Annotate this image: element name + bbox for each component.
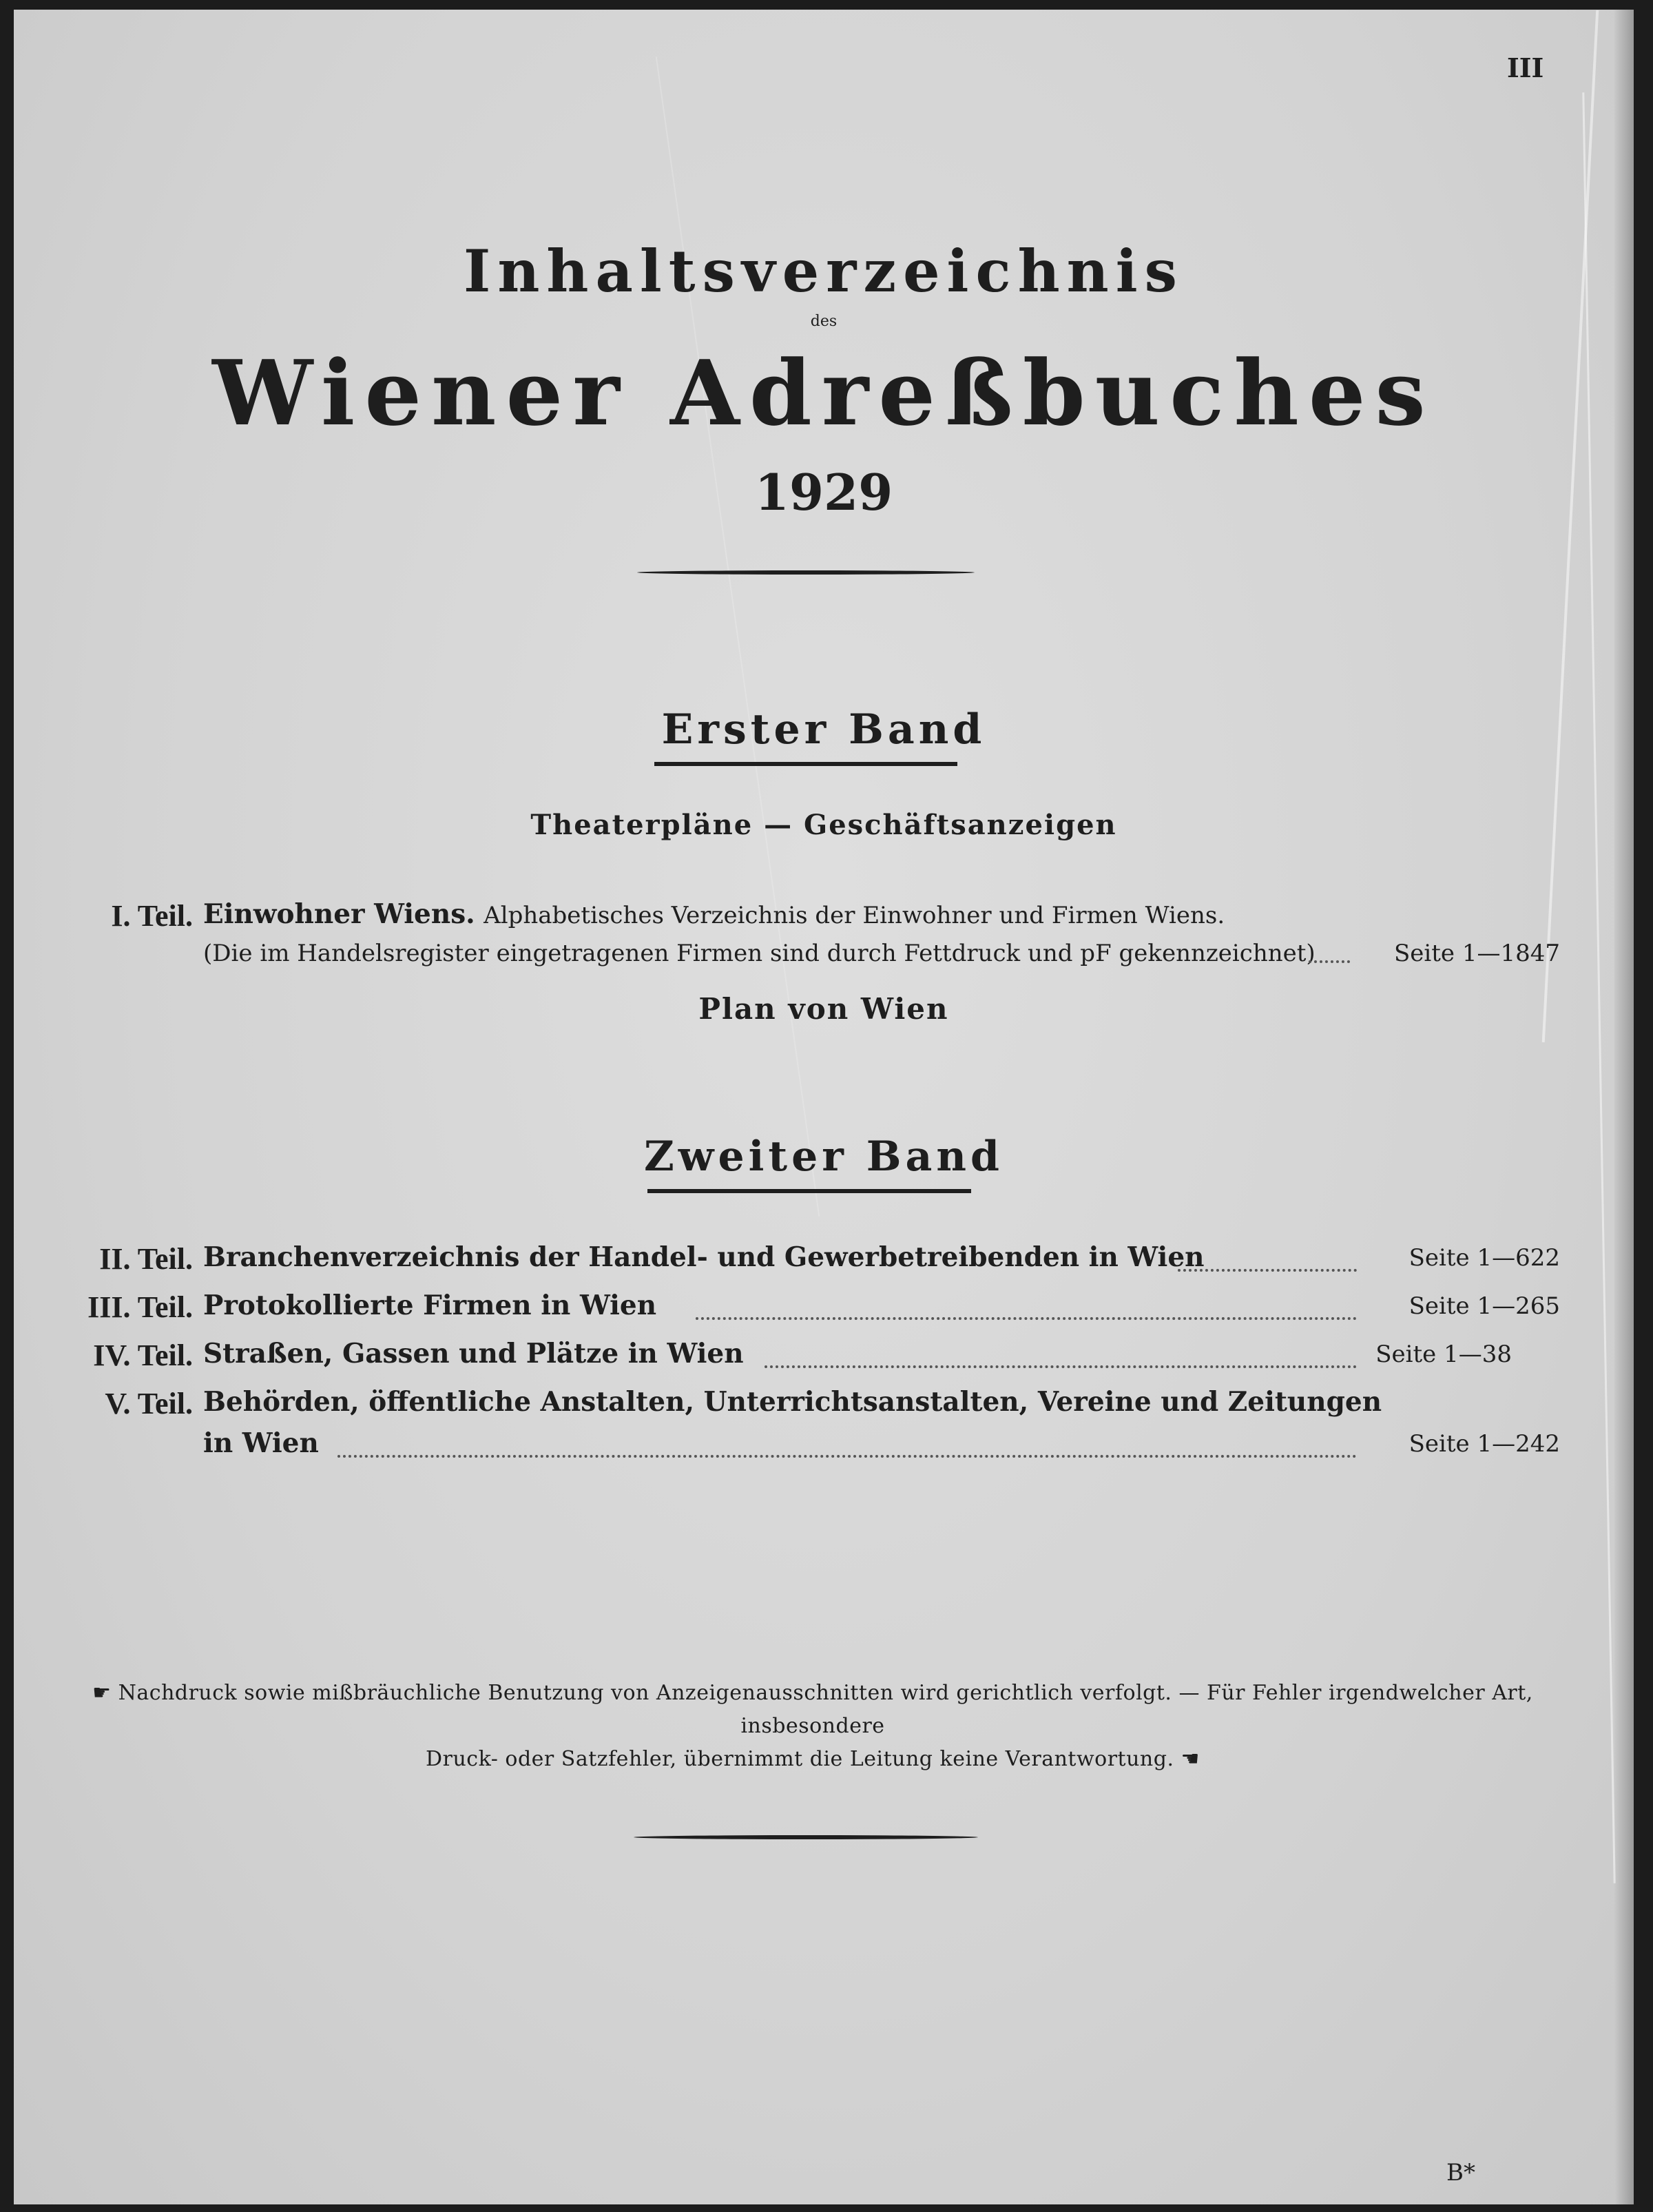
page-number: III (1507, 52, 1544, 83)
page-edge (1614, 10, 1634, 2204)
band2-underline (647, 1189, 971, 1193)
footnote-line1 (62, 1677, 1563, 1743)
footnote-text2: Druck- oder Satzfehler, übernimmt die Leitung keine Verantwortung. (426, 1747, 1174, 1771)
teil-label: IV. Teil. (93, 1338, 193, 1372)
bottom-mark: B* (1446, 2159, 1475, 2187)
leader-dots (765, 1365, 1357, 1368)
title-year: 1929 (754, 463, 893, 521)
page-range: Seite 1—622 (1408, 1244, 1560, 1272)
page-sheet (14, 10, 1634, 2204)
band1-heading: Erster Band (661, 705, 986, 754)
entry-title: Straßen, Gassen und Plätze in Wien (203, 1338, 744, 1369)
leader-dots (1178, 1269, 1357, 1272)
footnote (62, 1677, 1563, 1776)
pointing-hand-icon: ☛ (92, 1681, 112, 1705)
page-range: Seite 1—1847 (1393, 940, 1560, 967)
teil-label: II. Teil. (99, 1242, 193, 1276)
teil-label: V. Teil. (105, 1387, 193, 1420)
entry-title: Branchenverzeichnis der Handel- und Gewerbetreibenden in Wien (203, 1241, 1205, 1273)
band1-subtitle: Theaterpläne — Geschäftsanzeigen (530, 809, 1117, 841)
film-scratch (656, 56, 820, 1217)
title-line2: Wiener Adreßbuches (212, 340, 1435, 446)
footnote-line2 (62, 1743, 1563, 1776)
teil-label: III. Teil. (87, 1290, 193, 1324)
entry-title: Einwohner Wiens. (203, 898, 475, 930)
page-range: Seite 1—38 (1375, 1341, 1512, 1368)
entry-text2: (Die im Handelsregister eingetragenen Firmen sind durch Fettdruck und pF gekennzeichnet) (203, 940, 1316, 967)
band2-heading: Zweiter Band (644, 1133, 1004, 1181)
plan-von-wien: Plan von Wien (698, 992, 949, 1026)
leader-dots (696, 1317, 1357, 1320)
leader-dots (337, 1455, 1357, 1458)
title-line1: Inhaltsverzeichnis (464, 237, 1184, 305)
entry-title: Protokollierte Firmen in Wien (203, 1290, 657, 1321)
bottom-rule (634, 1835, 978, 1839)
entry-title2: in Wien (203, 1427, 319, 1459)
page-range: Seite 1—265 (1408, 1292, 1560, 1320)
teil-label: I. Teil. (111, 899, 193, 933)
page-range: Seite 1—242 (1408, 1430, 1560, 1458)
pointing-hand-icon: ☚ (1181, 1747, 1200, 1771)
footnote-text1: Nachdruck sowie mißbräuchliche Benutzung von Anzeigenausschnitten wird gerichtlich verfolgt. — Für Fehler irgendwelcher Art, insbesondere (118, 1681, 1533, 1738)
title-rule (637, 570, 975, 575)
band1-underline (654, 762, 957, 766)
title-des: des (810, 313, 838, 330)
entry-text: Alphabetisches Verzeichnis der Einwohner und Firmen Wiens. (484, 902, 1225, 929)
entry-line (203, 898, 1225, 930)
entry-title: Behörden, öffentliche Anstalten, Unterrichtsanstalten, Vereine und Zeitungen (203, 1386, 1382, 1418)
leader-dots (1309, 960, 1350, 963)
